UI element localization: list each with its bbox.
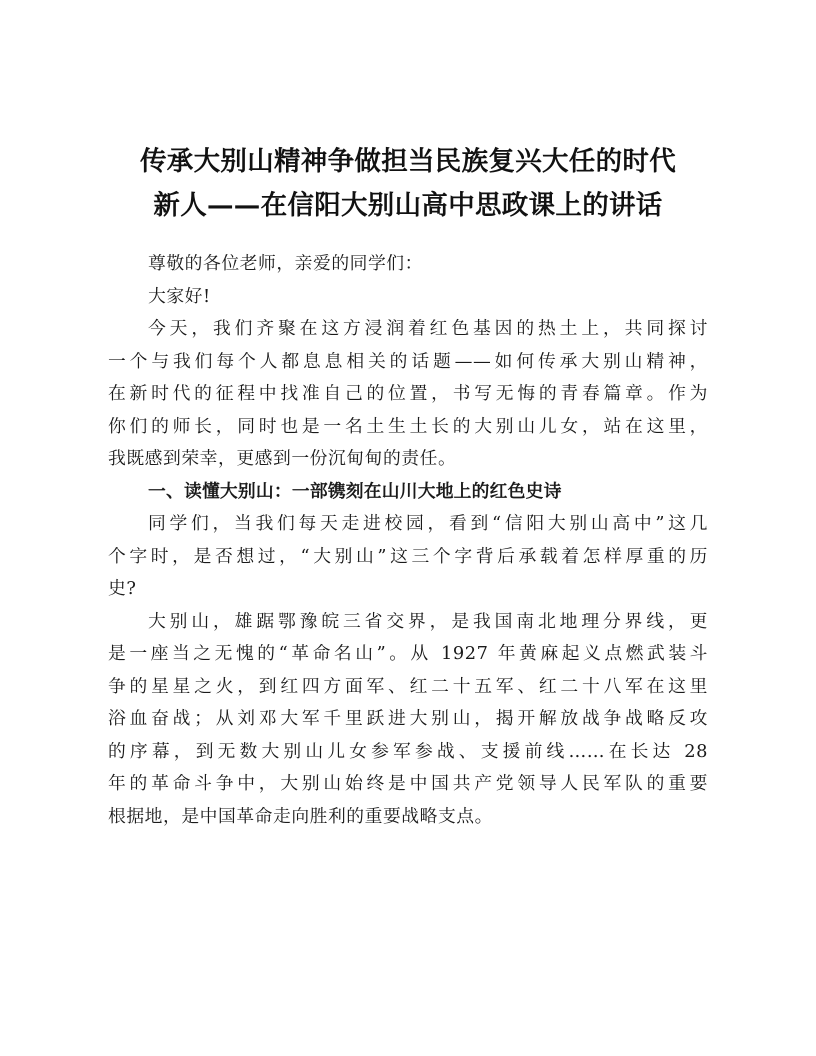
paragraph-line: 的序幕，到无数大别山儿女参军参战、支援前线……在长达 28 (108, 740, 708, 762)
document-title (100, 140, 716, 228)
paragraph-line: 争的星星之火，到红四方面军、红二十五军、红二十八军在这里 (108, 675, 708, 697)
section-heading: 一、读懂大别山：一部镌刻在山川大地上的红色史诗 (148, 480, 562, 502)
paragraph-line: 你们的师长，同时也是一名土生土长的大别山儿女，站在这里， (108, 415, 708, 437)
paragraph-line: 我既感到荣幸，更感到一份沉甸甸的责任。 (108, 448, 457, 469)
paragraph-line: 大别山，雄踞鄂豫皖三省交界，是我国南北地理分界线，更 (148, 610, 708, 632)
title-line-2: 新人——在信阳大别山高中思政课上的讲话 (153, 190, 663, 221)
document-body (108, 248, 708, 833)
paragraph-line: 一个与我们每个人都息息相关的话题——如何传承大别山精神， (108, 350, 708, 372)
paragraph-line: 同学们，当我们每天走进校园，看到“信阳大别山高中”这几 (148, 513, 708, 534)
title-line-1: 传承大别山精神争做担当民族复兴大任的时代 (140, 146, 676, 177)
paragraph-line: 在新时代的征程中找准自己的位置，书写无悔的青春篇章。作为 (108, 383, 708, 404)
greeting: 大家好! (148, 285, 211, 307)
salutation: 尊敬的各位老师，亲爱的同学们： (148, 253, 423, 274)
paragraph-line: 个字时，是否想过，“大别山”这三个字背后承载着怎样厚重的历 (108, 545, 708, 567)
paragraph-line: 年的革命斗争中，大别山始终是中国共产党领导人民军队的重要 (108, 773, 708, 794)
paragraph-line: 史? (108, 578, 137, 599)
paragraph-line: 浴血奋战；从刘邓大军千里跃进大别山，揭开解放战争战略反攻 (108, 708, 708, 729)
paragraph-line: 今天，我们齐聚在这方浸润着红色基因的热土上，共同探讨 (148, 318, 708, 339)
paragraph-line: 是一座当之无愧的“革命名山”。从 1927 年黄麻起义点燃武装斗 (108, 643, 708, 664)
paragraph-line: 根据地，是中国革命走向胜利的重要战略支点。 (108, 805, 493, 827)
